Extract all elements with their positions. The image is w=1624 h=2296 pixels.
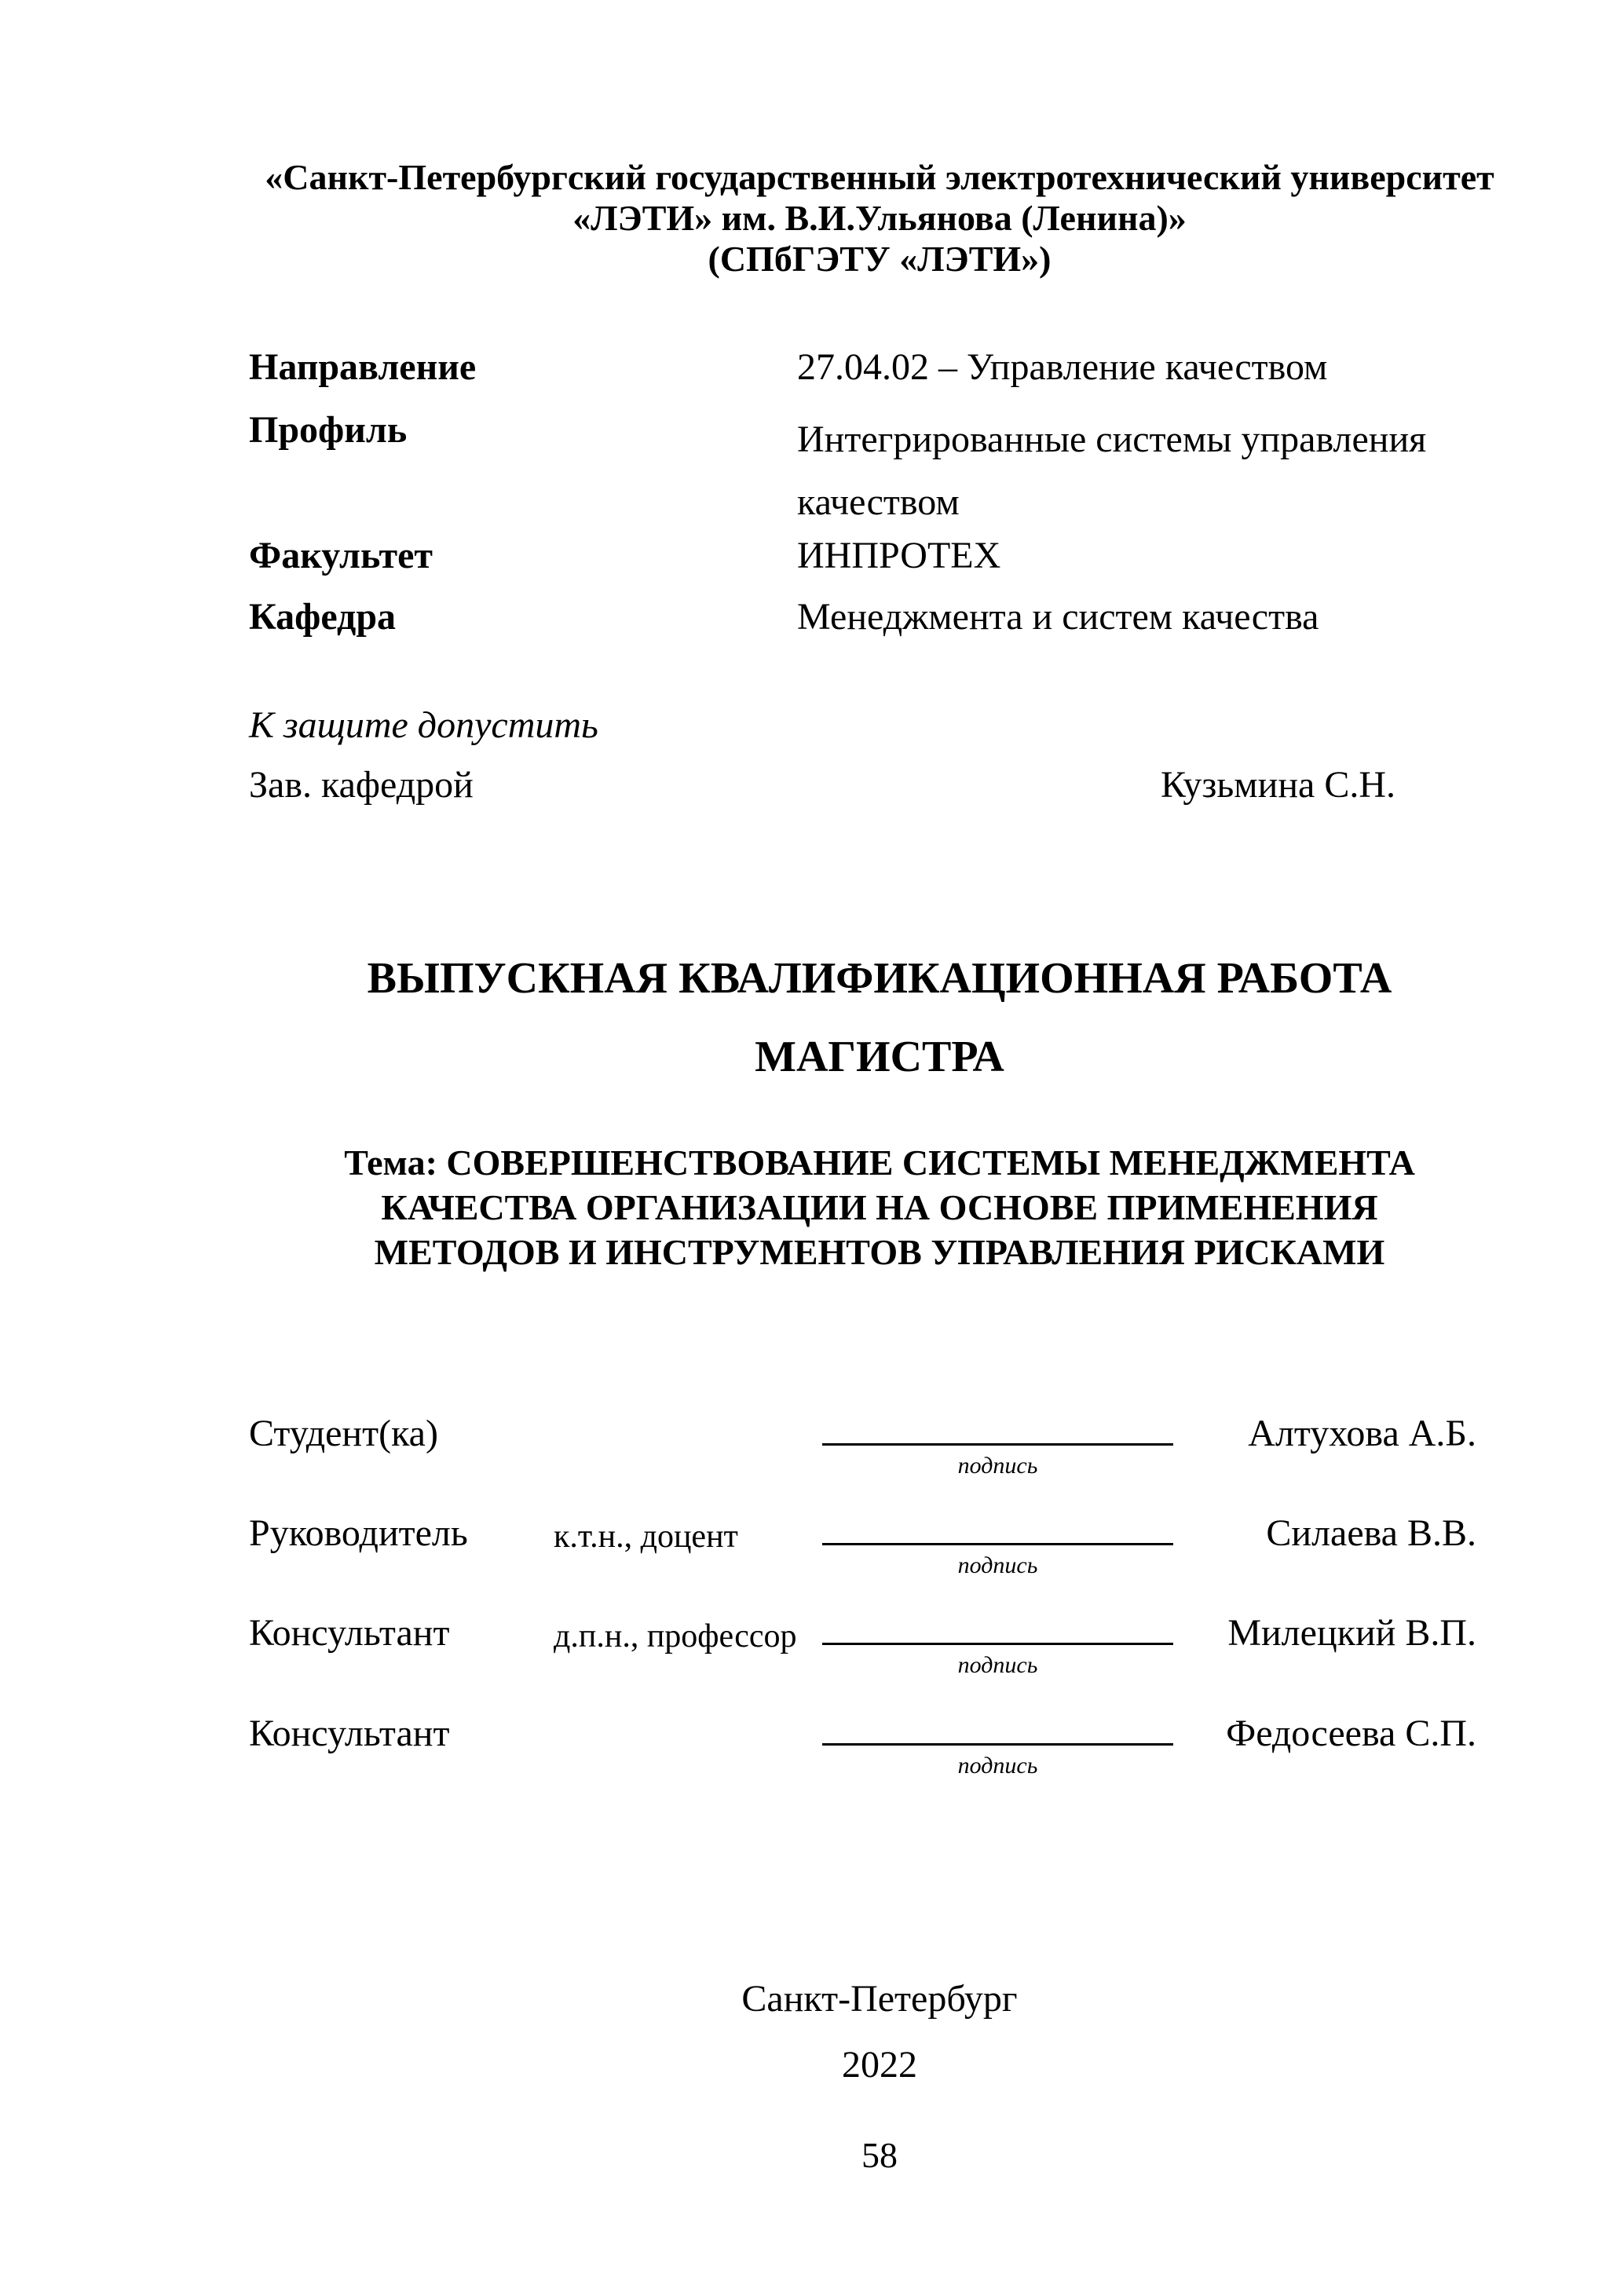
field-value-direction: 27.04.02 – Управление качеством [797, 346, 1328, 388]
signature-caption-label: подпись [957, 1453, 1038, 1479]
admission-note: К защите допустить [249, 704, 598, 746]
university-name-line1: «Санкт-Петербургский государственный электротехнический университет [265, 157, 1494, 197]
signature-row-consultant-1 [0, 1611, 1624, 1706]
footer-year: 2022 [842, 2044, 917, 2086]
admission-role: Зав. кафедрой [249, 764, 474, 806]
thesis-title-line1: ВЫПУСКНАЯ КВАЛИФИКАЦИОННАЯ РАБОТА [367, 954, 1392, 1003]
signature-qualification-supervisor: к.т.н., доцент [554, 1519, 738, 1555]
signature-line [822, 1412, 1173, 1446]
page-number: 58 [861, 2135, 898, 2175]
signature-name-consultant-2: Федосеева С.П. [1226, 1713, 1476, 1754]
field-label-profile: Профиль [249, 409, 408, 451]
thesis-title-line2: МАГИСТРА [755, 1033, 1004, 1081]
signature-row-student [0, 1412, 1624, 1506]
signature-name-student: Алтухова А.Б. [1248, 1413, 1476, 1454]
signature-row-consultant-2 [0, 1712, 1624, 1806]
thesis-topic-line2: КАЧЕСТВА ОРГАНИЗАЦИИ НА ОСНОВЕ ПРИМЕНЕНИЯ [381, 1187, 1378, 1227]
footer-city: Санкт-Петербург [741, 1978, 1018, 2020]
university-name-line2: «ЛЭТИ» им. В.И.Ульянова (Ленина)» [572, 198, 1187, 238]
field-label-department: Кафедра [249, 596, 397, 638]
university-header [249, 157, 1510, 280]
thesis-title [249, 939, 1510, 1096]
thesis-topic-line3: МЕТОДОВ И ИНСТРУМЕНТОВ УПРАВЛЕНИЯ РИСКАМИ [374, 1232, 1385, 1272]
signature-role-consultant-2: Консультант [249, 1713, 450, 1754]
field-value-profile: Интегрированные системы управления качеством [797, 419, 1427, 523]
signature-qualification-consultant-1: д.п.н., профессор [554, 1618, 797, 1654]
field-value-department: Менеджмента и систем качества [797, 596, 1319, 638]
field-label-faculty: Факультет [249, 535, 433, 576]
signature-caption-label: подпись [957, 1753, 1038, 1779]
thesis-topic-line1: Тема: СОВЕРШЕНСТВОВАНИЕ СИСТЕМЫ МЕНЕДЖМЕНТА [344, 1143, 1415, 1183]
admission-head-name: Кузьмина С.Н. [1161, 764, 1395, 806]
signature-role-consultant-1: Консультант [249, 1612, 450, 1654]
field-value-faculty: ИНПРОТЕХ [797, 535, 1001, 576]
thesis-topic [249, 1140, 1510, 1274]
signature-role-student: Студент(ка) [249, 1413, 438, 1454]
signature-role-supervisor: Руководитель [249, 1512, 468, 1554]
university-abbreviation: (СПбГЭТУ «ЛЭТИ») [708, 239, 1052, 279]
signature-caption-label: подпись [957, 1652, 1038, 1678]
signature-name-supervisor: Силаева В.В. [1266, 1512, 1476, 1554]
signature-line [822, 1512, 1173, 1545]
signature-line [822, 1611, 1173, 1645]
field-label-direction: Направление [249, 346, 477, 388]
signature-name-consultant-1: Милецкий В.П. [1227, 1612, 1476, 1654]
signature-row-supervisor [0, 1512, 1624, 1606]
signature-line [822, 1712, 1173, 1746]
signature-caption-label: подпись [957, 1552, 1038, 1578]
